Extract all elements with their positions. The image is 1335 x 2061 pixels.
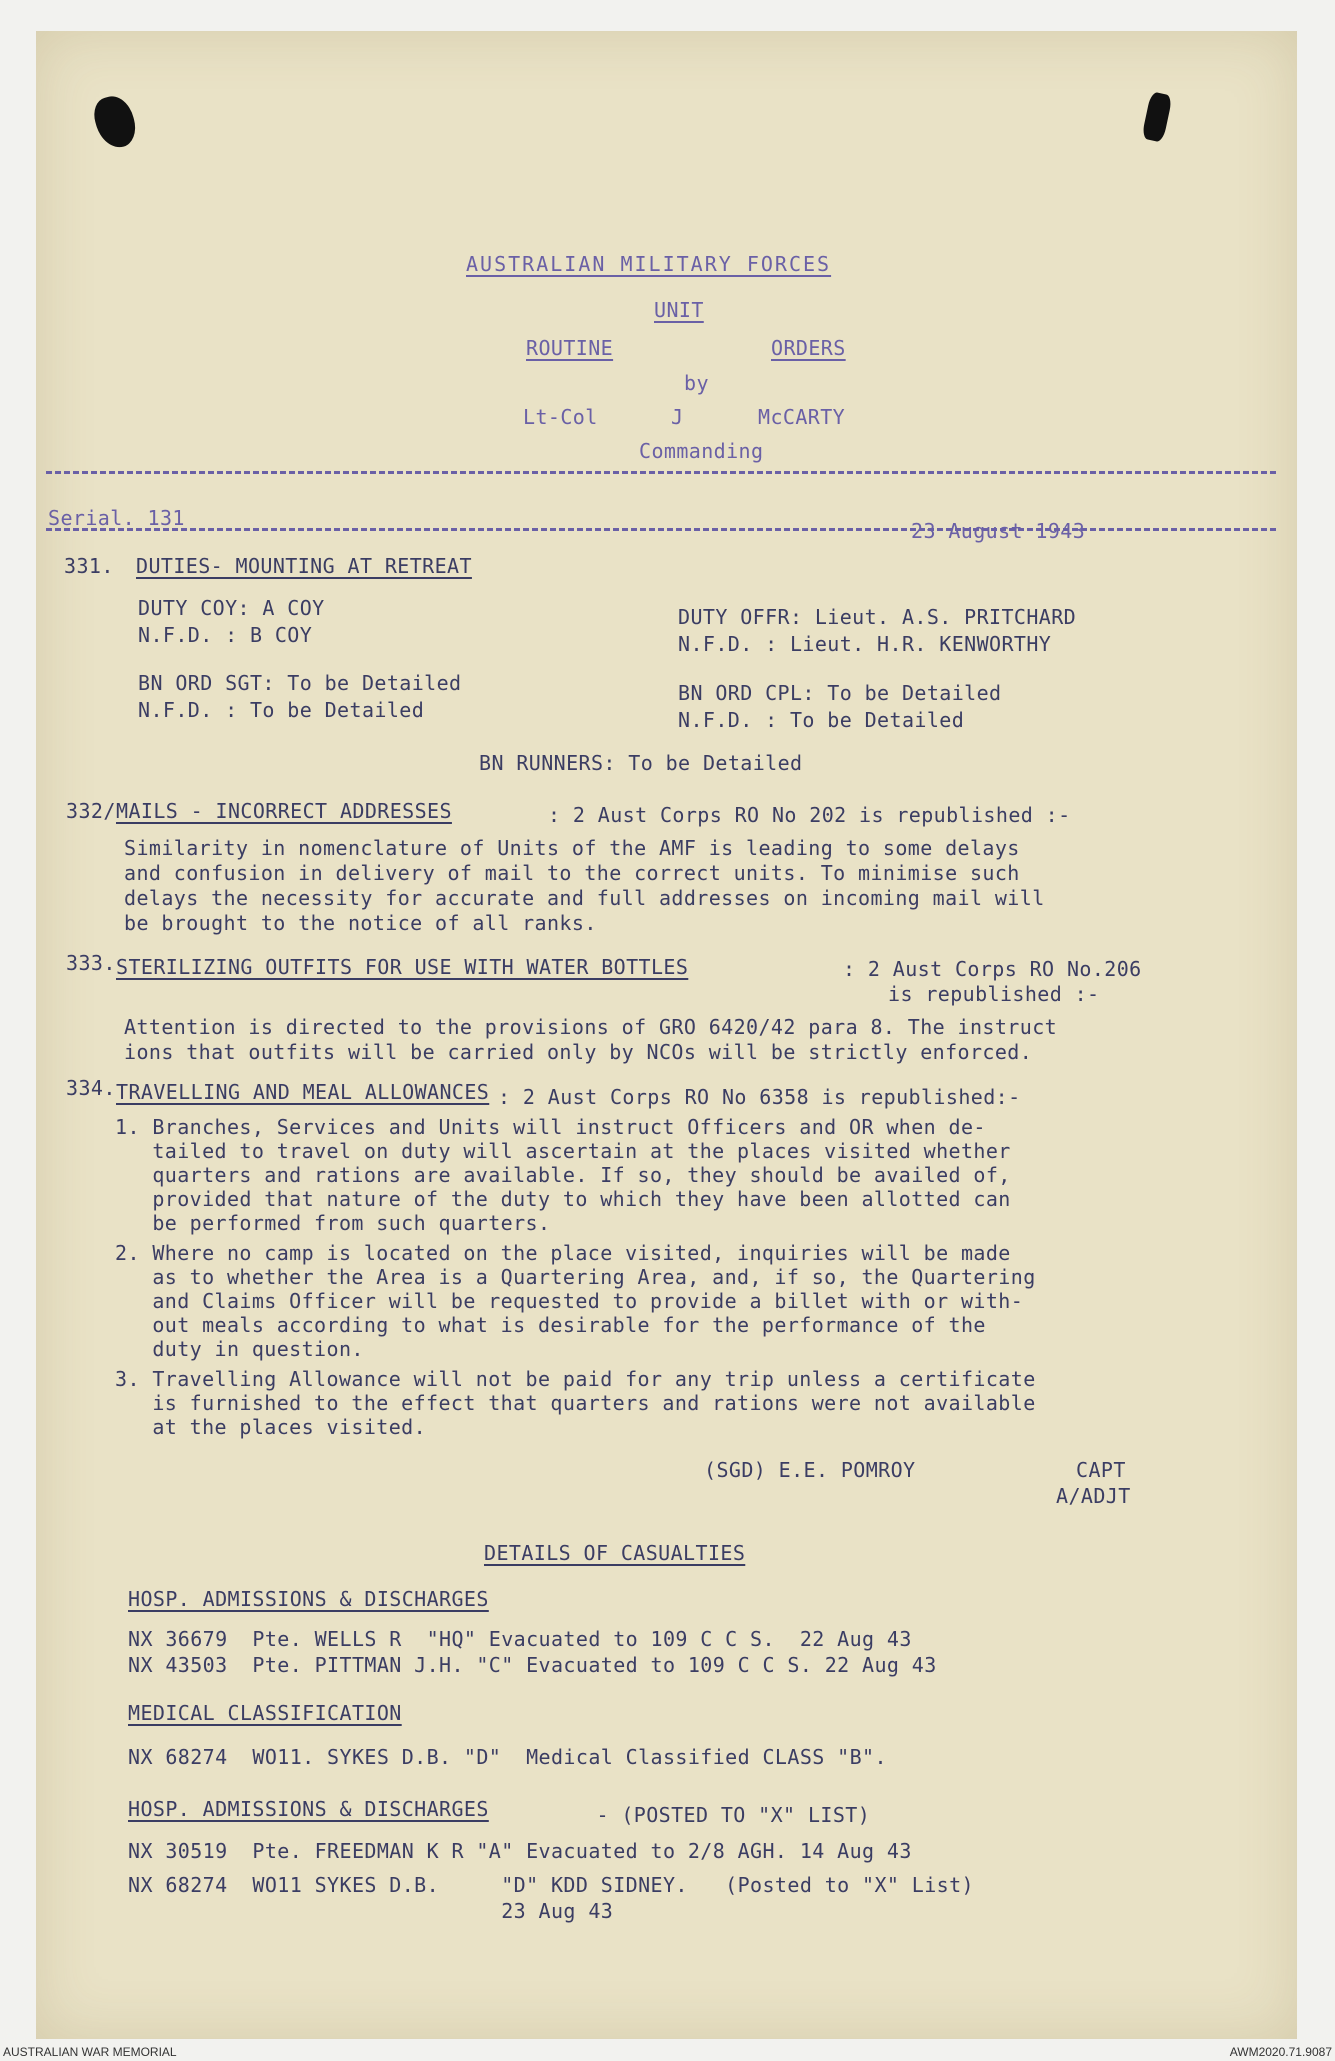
order-333-ref-2: is republished :-: [888, 982, 1100, 1006]
casualty-entry: NX 68274 WO11. SYKES D.B. "D" Medical Classified CLASS "B".: [128, 1745, 887, 1769]
signature-rank: CAPT: [1076, 1458, 1126, 1482]
order-332-title: MAILS - INCORRECT ADDRESSES: [116, 799, 452, 823]
footer-accession: AWM2020.71.9087: [1229, 2045, 1332, 2059]
by-text: by: [684, 371, 709, 395]
serial-number: Serial. 131: [48, 506, 185, 530]
signature-name: (SGD) E.E. POMROY: [704, 1458, 916, 1482]
order-334-item-3-line: is furnished to the effect that quarters and rations were not available: [115, 1391, 1036, 1415]
order-331-title: DUTIES- MOUNTING AT RETREAT: [136, 554, 472, 578]
casualty-section-heading: HOSP. ADMISSIONS & DISCHARGES: [128, 1797, 489, 1821]
order-334-number: 334.: [66, 1076, 116, 1100]
commander-rank: Lt-Col: [523, 405, 598, 429]
order-332-number: 332/: [66, 799, 116, 823]
casualties-title: DETAILS OF CASUALTIES: [484, 1541, 746, 1565]
routine-title: ROUTINE: [526, 336, 614, 360]
order-332-line: Similarity in nomenclature of Units of the AMF is leading to some delays: [124, 836, 1020, 860]
order-334-item-1-line: provided that nature of the duty to which they have been allotted can: [115, 1187, 1011, 1211]
bn-ord-sgt: BN ORD SGT: To be Detailed: [138, 671, 462, 695]
order-331-number: 331.: [64, 554, 114, 578]
order-334-title: TRAVELLING AND MEAL ALLOWANCES: [116, 1080, 490, 1104]
casualty-entry: NX 30519 Pte. FREEDMAN K R "A" Evacuated to 2/8 AGH. 14 Aug 43: [128, 1839, 912, 1863]
commander-name: McCARTY: [758, 405, 846, 429]
casualty-entry: NX 68274 WO11 SYKES D.B. "D" KDD SIDNEY. (Posted to "X" List): [128, 1873, 974, 1897]
order-332-line: be brought to the notice of all ranks.: [124, 911, 597, 935]
order-334-item-2-line: as to whether the Area is a Quartering Area, and, if so, the Quartering: [115, 1265, 1036, 1289]
header-rule-bottom: [46, 528, 1276, 531]
footer-source: AUSTRALIAN WAR MEMORIAL: [3, 2045, 177, 2059]
nfd-offr: N.F.D. : Lieut. H.R. KENWORTHY: [678, 632, 1052, 656]
order-332-line: delays the necessity for accurate and full addresses on incoming mail will: [124, 886, 1045, 910]
order-334-item-1-line: quarters and rations are available. If so, they should be availed of,: [115, 1163, 1011, 1187]
order-334-item-3-line: 3. Travelling Allowance will not be paid for any trip unless a certificate: [115, 1367, 1036, 1391]
order-333-ref: : 2 Aust Corps RO No.206: [843, 957, 1142, 981]
casualty-section-suffix: - (POSTED TO "X" LIST): [584, 1803, 871, 1827]
punch-hole-right: [1141, 91, 1172, 143]
order-333-title: STERILIZING OUTFITS FOR USE WITH WATER BOTTLES: [116, 955, 689, 979]
bn-runners: BN RUNNERS: To be Detailed: [479, 751, 803, 775]
order-334-item-2-line: out meals according to what is desirable for the performance of the: [115, 1313, 986, 1337]
order-333-number: 333.: [66, 951, 116, 975]
nfd-cpl: N.F.D. : To be Detailed: [678, 708, 965, 732]
bn-ord-cpl: BN ORD CPL: To be Detailed: [678, 681, 1002, 705]
order-334-item-1-line: 1. Branches, Services and Units will instruct Officers and OR when de-: [115, 1115, 986, 1139]
header-rule-top: [46, 471, 1276, 474]
order-334-item-2-line: duty in question.: [115, 1337, 364, 1361]
order-334-item-1-line: be performed from such quarters.: [115, 1211, 551, 1235]
nfd-coy: N.F.D. : B COY: [138, 623, 313, 647]
duty-coy: DUTY COY: A COY: [138, 596, 325, 620]
order-332-ref: : 2 Aust Corps RO No 202 is republished :-: [548, 803, 1071, 827]
order-332-line: and confusion in delivery of mail to the correct units. To minimise such: [124, 861, 1020, 885]
order-334-item-2-line: and Claims Officer will be requested to provide a billet with or with-: [115, 1289, 1024, 1313]
serial-date: 23 August 1943: [911, 519, 1086, 543]
casualty-section-heading: HOSP. ADMISSIONS & DISCHARGES: [128, 1587, 489, 1611]
order-334-item-3-line: at the places visited.: [115, 1415, 427, 1439]
duty-offr: DUTY OFFR: Lieut. A.S. PRITCHARD: [678, 605, 1077, 629]
casualty-entry: NX 36679 Pte. WELLS R "HQ" Evacuated to 109 C C S. 22 Aug 43: [128, 1627, 912, 1651]
punch-hole-left: [90, 92, 140, 152]
unit-title: UNIT: [654, 298, 704, 322]
casualty-section-heading: MEDICAL CLASSIFICATION: [128, 1701, 402, 1725]
order-334-ref: : 2 Aust Corps RO No 6358 is republished:-: [498, 1085, 1021, 1109]
casualty-entry: 23 Aug 43: [128, 1899, 614, 1923]
order-333-line: ions that outfits will be carried only by NCOs will be strictly enforced.: [124, 1040, 1033, 1064]
commander-initial: J: [671, 405, 684, 429]
orders-title: ORDERS: [771, 336, 846, 360]
order-334-item-2-line: 2. Where no camp is located on the place visited, inquiries will be made: [115, 1241, 1011, 1265]
document-page: [36, 31, 1297, 2039]
order-333-line: Attention is directed to the provisions of GRO 6420/42 para 8. The instruct: [124, 1015, 1058, 1039]
signature-appointment: A/ADJT: [1056, 1484, 1131, 1508]
casualty-entry: NX 43503 Pte. PITTMAN J.H. "C" Evacuated to 109 C C S. 22 Aug 43: [128, 1653, 937, 1677]
nfd-sgt: N.F.D. : To be Detailed: [138, 698, 425, 722]
order-334-item-1-line: tailed to travel on duty will ascertain at the places visited whether: [115, 1139, 1011, 1163]
commanding-text: Commanding: [639, 439, 764, 463]
org-title: AUSTRALIAN MILITARY FORCES: [466, 252, 832, 276]
